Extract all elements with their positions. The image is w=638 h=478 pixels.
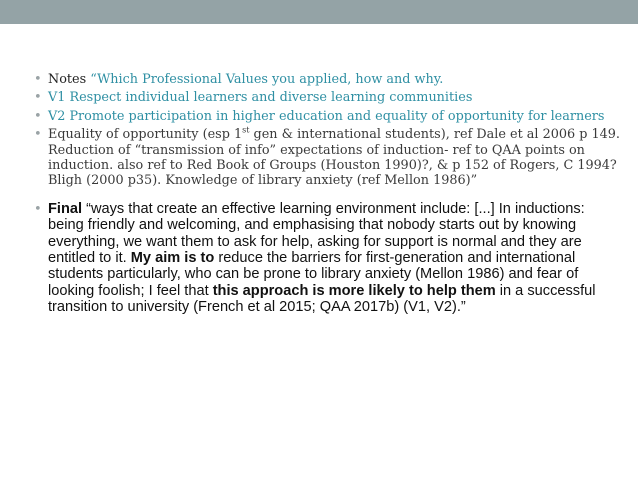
final-text-3: in a successful transition to university (French et al 2015; QAA 2017b) (V1, V2).”	[48, 282, 596, 316]
v1-text: V1 Respect individual learners and diverse learning communities	[48, 90, 473, 106]
v2-text: V2 Promote participation in higher education and equality of opportunity for learners	[48, 108, 605, 124]
notes-lead: Notes	[48, 72, 87, 87]
final-text-1: “ways that create an effective learning environment include: [...] In inductions: being friendly and welcoming, and emphasising that nobody starts out by knowing everything, we want them to ask for help, asking for support is normal and they are entitled to it.	[48, 200, 585, 267]
bullet-v1	[34, 90, 624, 105]
bullet-notes	[34, 72, 624, 87]
header-bar	[0, 0, 638, 24]
bullet-marker: •	[34, 127, 42, 143]
bullet-equality	[34, 127, 624, 189]
slide-content	[34, 72, 624, 316]
equality-text-2: gen & international students), ref Dale et al 2006 p 149. Reduction of “transmission of info” expectations of induction- ref to QAA points on induction. also ref to Red Book of Groups (Houston 1990)?, & p 152 of Rogers, C 1994? Bligh (2000 p35). Knowledge of library anxiety (ref Mellon 1986)”	[48, 127, 620, 189]
equality-superscript: st	[242, 125, 250, 135]
bullet-final	[34, 201, 624, 316]
bullet-v2	[34, 109, 624, 124]
bullet-marker: •	[34, 201, 42, 217]
equality-text-1: Equality of opportunity (esp 1	[48, 127, 243, 143]
final-bold-1: My aim is to	[130, 250, 215, 267]
final-bold-2: this approach is more likely to help them	[212, 282, 496, 299]
bullet-marker: •	[34, 90, 42, 106]
notes-text: “Which Professional Values you applied, how and why.	[86, 72, 444, 87]
bullet-marker: •	[34, 72, 42, 87]
bullet-marker: •	[34, 108, 42, 124]
final-text-2: reduce the barriers for first-generation and international students particularly, who can be prone to library anxiety (Mellon 1986) and fear of looking foolish; I feel that	[48, 250, 579, 299]
final-lead: Final	[48, 200, 83, 217]
